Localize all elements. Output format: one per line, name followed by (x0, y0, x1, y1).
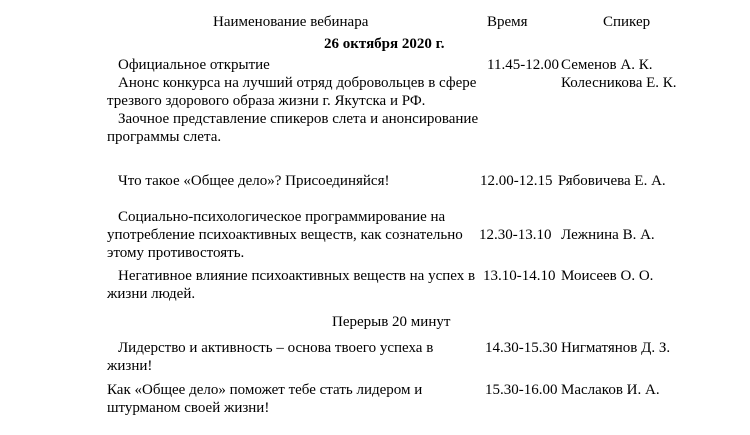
row-6-time: 13.10-14.10 (483, 268, 556, 284)
row-8-title-line-1: Как «Общее дело» поможет тебе стать лидером и (107, 382, 423, 398)
row-6-speaker: Моисеев О. О. (561, 268, 654, 284)
break-label: Перерыв 20 минут (332, 314, 451, 330)
row-1-title: Официальное открытие (118, 57, 270, 73)
row-7-time: 14.30-15.30 (485, 340, 558, 356)
row-5-title-line-2: употребление психоактивных веществ, как сознательно (107, 227, 463, 243)
row-2-speaker: Колесникова Е. К. (561, 75, 677, 91)
row-2-title-line-1: Анонс конкурса на лучший отряд добровольцев в сфере (118, 75, 477, 91)
row-8-title-line-2: штурманом своей жизни! (107, 400, 270, 416)
row-5-title-line-1: Социально-психологическое программирование на (118, 209, 446, 225)
row-7-speaker: Нигматянов Д. З. (561, 340, 671, 356)
row-7-title-line-2: жизни! (107, 358, 153, 374)
row-8-speaker: Маслаков И. А. (561, 382, 660, 398)
row-6-title-line-1: Негативное влияние психоактивных веществ на успех в (118, 268, 476, 284)
row-4-time: 12.00-12.15 (480, 173, 553, 189)
row-3-title-line-2: программы слета. (107, 129, 222, 145)
row-7-title-line-1: Лидерство и активность – основа твоего успеха в (118, 340, 434, 356)
header-time-column: Время (487, 14, 528, 30)
row-1-time: 11.45-12.00 (487, 57, 559, 73)
row-4-speaker: Рябовичева Е. А. (558, 173, 666, 189)
row-3-title-line-1: Заочное представление спикеров слета и анонсирование (118, 111, 479, 127)
row-4-title: Что такое «Общее дело»? Присоединяйся! (118, 173, 390, 189)
header-title-column: Наименование вебинара (213, 14, 369, 30)
date-heading: 26 октября 2020 г. (324, 36, 445, 52)
header-speaker-column: Спикер (603, 14, 651, 30)
row-5-speaker: Лежнина В. А. (561, 227, 655, 243)
row-5-title-line-3: этому противостоять. (107, 245, 245, 261)
row-5-time: 12.30-13.10 (479, 227, 552, 243)
row-8-time: 15.30-16.00 (485, 382, 558, 398)
row-1-speaker: Семенов А. К. (561, 57, 653, 73)
row-2-title-line-2: трезвого здорового образа жизни г. Якутска и РФ. (107, 93, 426, 109)
row-6-title-line-2: жизни людей. (107, 286, 196, 302)
